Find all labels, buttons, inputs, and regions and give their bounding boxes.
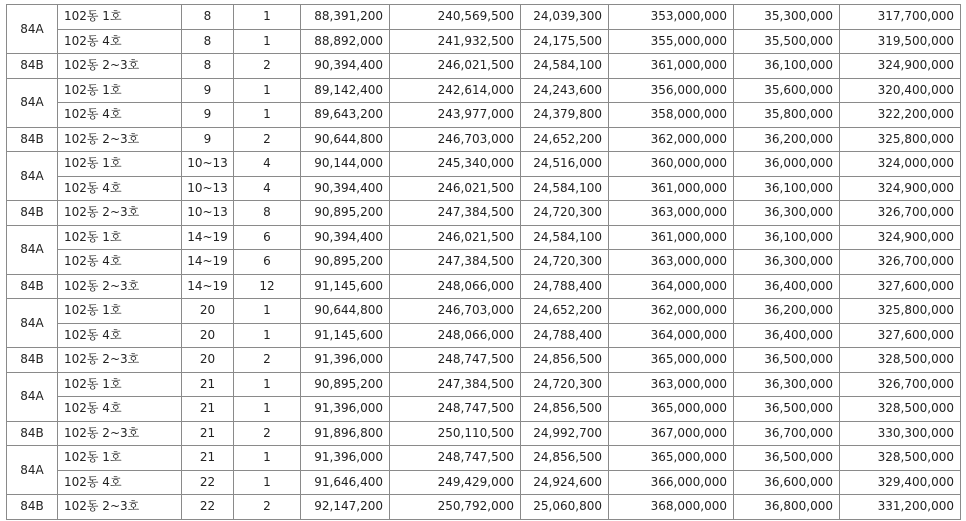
table-row xyxy=(7,29,961,54)
count-cell: 1 xyxy=(234,29,301,54)
building-price-cell: 247,384,500 xyxy=(390,372,521,397)
count-cell: 6 xyxy=(234,250,301,275)
total-price-cell: 362,000,000 xyxy=(609,299,734,324)
deposit-cell: 36,700,000 xyxy=(734,421,840,446)
type-cell: 84B xyxy=(7,348,58,373)
total-price-cell: 365,000,000 xyxy=(609,397,734,422)
land-price-cell: 91,396,000 xyxy=(301,446,390,471)
floor-cell: 8 xyxy=(182,29,234,54)
unit-cell: 102동 4호 xyxy=(58,323,182,348)
count-cell: 1 xyxy=(234,78,301,103)
table-row xyxy=(7,348,961,373)
total-price-cell: 361,000,000 xyxy=(609,54,734,79)
building-price-cell: 247,384,500 xyxy=(390,201,521,226)
vat-cell: 24,379,800 xyxy=(521,103,609,128)
building-price-cell: 248,066,000 xyxy=(390,323,521,348)
building-price-cell: 241,932,500 xyxy=(390,29,521,54)
unit-cell: 102동 2~3호 xyxy=(58,54,182,79)
table-row xyxy=(7,5,961,30)
floor-cell: 14~19 xyxy=(182,225,234,250)
type-cell: 84A xyxy=(7,446,58,495)
land-price-cell: 90,644,800 xyxy=(301,299,390,324)
table-row xyxy=(7,299,961,324)
floor-cell: 9 xyxy=(182,103,234,128)
balance-cell: 325,800,000 xyxy=(840,299,961,324)
unit-cell: 102동 2~3호 xyxy=(58,127,182,152)
total-price-cell: 363,000,000 xyxy=(609,250,734,275)
balance-cell: 328,500,000 xyxy=(840,348,961,373)
floor-cell: 22 xyxy=(182,495,234,520)
floor-cell: 9 xyxy=(182,127,234,152)
balance-cell: 324,900,000 xyxy=(840,54,961,79)
floor-cell: 9 xyxy=(182,78,234,103)
balance-cell: 327,600,000 xyxy=(840,323,961,348)
table-body xyxy=(7,5,961,520)
vat-cell: 24,924,600 xyxy=(521,470,609,495)
table-row xyxy=(7,421,961,446)
table-row xyxy=(7,446,961,471)
balance-cell: 326,700,000 xyxy=(840,201,961,226)
floor-cell: 14~19 xyxy=(182,250,234,275)
unit-cell: 102동 4호 xyxy=(58,470,182,495)
land-price-cell: 92,147,200 xyxy=(301,495,390,520)
balance-cell: 331,200,000 xyxy=(840,495,961,520)
type-cell: 84B xyxy=(7,54,58,79)
vat-cell: 24,720,300 xyxy=(521,250,609,275)
balance-cell: 324,900,000 xyxy=(840,176,961,201)
deposit-cell: 36,400,000 xyxy=(734,323,840,348)
type-cell: 84A xyxy=(7,78,58,127)
deposit-cell: 35,500,000 xyxy=(734,29,840,54)
table-row xyxy=(7,152,961,177)
type-cell: 84A xyxy=(7,152,58,201)
count-cell: 2 xyxy=(234,54,301,79)
balance-cell: 325,800,000 xyxy=(840,127,961,152)
total-price-cell: 365,000,000 xyxy=(609,348,734,373)
total-price-cell: 364,000,000 xyxy=(609,274,734,299)
vat-cell: 24,652,200 xyxy=(521,299,609,324)
deposit-cell: 36,300,000 xyxy=(734,201,840,226)
unit-cell: 102동 2~3호 xyxy=(58,421,182,446)
floor-cell: 20 xyxy=(182,299,234,324)
land-price-cell: 91,646,400 xyxy=(301,470,390,495)
deposit-cell: 36,500,000 xyxy=(734,348,840,373)
land-price-cell: 90,644,800 xyxy=(301,127,390,152)
table-row xyxy=(7,225,961,250)
land-price-cell: 89,142,400 xyxy=(301,78,390,103)
building-price-cell: 250,110,500 xyxy=(390,421,521,446)
building-price-cell: 248,747,500 xyxy=(390,348,521,373)
deposit-cell: 36,400,000 xyxy=(734,274,840,299)
floor-cell: 21 xyxy=(182,397,234,422)
table-row xyxy=(7,470,961,495)
unit-cell: 102동 2~3호 xyxy=(58,201,182,226)
unit-cell: 102동 1호 xyxy=(58,152,182,177)
deposit-cell: 35,300,000 xyxy=(734,5,840,30)
vat-cell: 24,652,200 xyxy=(521,127,609,152)
unit-cell: 102동 1호 xyxy=(58,372,182,397)
land-price-cell: 90,895,200 xyxy=(301,372,390,397)
floor-cell: 14~19 xyxy=(182,274,234,299)
balance-cell: 317,700,000 xyxy=(840,5,961,30)
table-row xyxy=(7,201,961,226)
land-price-cell: 91,396,000 xyxy=(301,397,390,422)
count-cell: 4 xyxy=(234,152,301,177)
building-price-cell: 245,340,000 xyxy=(390,152,521,177)
deposit-cell: 36,100,000 xyxy=(734,176,840,201)
count-cell: 1 xyxy=(234,5,301,30)
total-price-cell: 364,000,000 xyxy=(609,323,734,348)
building-price-cell: 246,021,500 xyxy=(390,54,521,79)
vat-cell: 24,856,500 xyxy=(521,348,609,373)
deposit-cell: 36,100,000 xyxy=(734,225,840,250)
building-price-cell: 242,614,000 xyxy=(390,78,521,103)
balance-cell: 324,000,000 xyxy=(840,152,961,177)
vat-cell: 24,039,300 xyxy=(521,5,609,30)
total-price-cell: 366,000,000 xyxy=(609,470,734,495)
unit-cell: 102동 4호 xyxy=(58,250,182,275)
unit-cell: 102동 1호 xyxy=(58,5,182,30)
total-price-cell: 360,000,000 xyxy=(609,152,734,177)
building-price-cell: 248,066,000 xyxy=(390,274,521,299)
floor-cell: 20 xyxy=(182,323,234,348)
table-row xyxy=(7,495,961,520)
type-cell: 84B xyxy=(7,201,58,226)
count-cell: 2 xyxy=(234,127,301,152)
deposit-cell: 36,200,000 xyxy=(734,127,840,152)
balance-cell: 329,400,000 xyxy=(840,470,961,495)
building-price-cell: 246,703,000 xyxy=(390,127,521,152)
vat-cell: 24,516,000 xyxy=(521,152,609,177)
building-price-cell: 249,429,000 xyxy=(390,470,521,495)
floor-cell: 20 xyxy=(182,348,234,373)
count-cell: 1 xyxy=(234,470,301,495)
floor-cell: 8 xyxy=(182,5,234,30)
land-price-cell: 89,643,200 xyxy=(301,103,390,128)
land-price-cell: 90,144,000 xyxy=(301,152,390,177)
total-price-cell: 367,000,000 xyxy=(609,421,734,446)
total-price-cell: 361,000,000 xyxy=(609,225,734,250)
type-cell: 84B xyxy=(7,127,58,152)
building-price-cell: 240,569,500 xyxy=(390,5,521,30)
vat-cell: 24,856,500 xyxy=(521,397,609,422)
deposit-cell: 36,100,000 xyxy=(734,54,840,79)
count-cell: 1 xyxy=(234,397,301,422)
unit-cell: 102동 1호 xyxy=(58,446,182,471)
building-price-cell: 250,792,000 xyxy=(390,495,521,520)
unit-cell: 102동 4호 xyxy=(58,29,182,54)
land-price-cell: 91,896,800 xyxy=(301,421,390,446)
floor-cell: 8 xyxy=(182,54,234,79)
table-row xyxy=(7,127,961,152)
total-price-cell: 363,000,000 xyxy=(609,201,734,226)
table-row xyxy=(7,250,961,275)
type-cell: 84A xyxy=(7,225,58,274)
building-price-cell: 246,021,500 xyxy=(390,176,521,201)
building-price-cell: 246,703,000 xyxy=(390,299,521,324)
count-cell: 2 xyxy=(234,495,301,520)
count-cell: 6 xyxy=(234,225,301,250)
total-price-cell: 362,000,000 xyxy=(609,127,734,152)
balance-cell: 324,900,000 xyxy=(840,225,961,250)
land-price-cell: 88,892,000 xyxy=(301,29,390,54)
type-cell: 84A xyxy=(7,372,58,421)
table-row xyxy=(7,103,961,128)
price-table xyxy=(6,4,961,520)
deposit-cell: 36,800,000 xyxy=(734,495,840,520)
count-cell: 12 xyxy=(234,274,301,299)
unit-cell: 102동 1호 xyxy=(58,78,182,103)
deposit-cell: 36,300,000 xyxy=(734,372,840,397)
land-price-cell: 91,145,600 xyxy=(301,274,390,299)
vat-cell: 25,060,800 xyxy=(521,495,609,520)
balance-cell: 326,700,000 xyxy=(840,372,961,397)
vat-cell: 24,788,400 xyxy=(521,274,609,299)
floor-cell: 10~13 xyxy=(182,201,234,226)
table-row xyxy=(7,323,961,348)
total-price-cell: 358,000,000 xyxy=(609,103,734,128)
deposit-cell: 36,200,000 xyxy=(734,299,840,324)
count-cell: 1 xyxy=(234,372,301,397)
balance-cell: 322,200,000 xyxy=(840,103,961,128)
total-price-cell: 368,000,000 xyxy=(609,495,734,520)
building-price-cell: 248,747,500 xyxy=(390,446,521,471)
deposit-cell: 36,500,000 xyxy=(734,446,840,471)
table-row xyxy=(7,372,961,397)
land-price-cell: 90,394,400 xyxy=(301,176,390,201)
land-price-cell: 88,391,200 xyxy=(301,5,390,30)
table-row xyxy=(7,78,961,103)
balance-cell: 327,600,000 xyxy=(840,274,961,299)
table-row xyxy=(7,176,961,201)
balance-cell: 328,500,000 xyxy=(840,397,961,422)
vat-cell: 24,584,100 xyxy=(521,54,609,79)
total-price-cell: 361,000,000 xyxy=(609,176,734,201)
count-cell: 1 xyxy=(234,103,301,128)
total-price-cell: 355,000,000 xyxy=(609,29,734,54)
vat-cell: 24,720,300 xyxy=(521,372,609,397)
unit-cell: 102동 4호 xyxy=(58,176,182,201)
unit-cell: 102동 4호 xyxy=(58,103,182,128)
unit-cell: 102동 2~3호 xyxy=(58,495,182,520)
count-cell: 2 xyxy=(234,348,301,373)
vat-cell: 24,243,600 xyxy=(521,78,609,103)
table-row xyxy=(7,274,961,299)
type-cell: 84B xyxy=(7,495,58,520)
land-price-cell: 90,394,400 xyxy=(301,225,390,250)
total-price-cell: 353,000,000 xyxy=(609,5,734,30)
count-cell: 1 xyxy=(234,446,301,471)
deposit-cell: 35,600,000 xyxy=(734,78,840,103)
land-price-cell: 90,394,400 xyxy=(301,54,390,79)
type-cell: 84B xyxy=(7,274,58,299)
building-price-cell: 247,384,500 xyxy=(390,250,521,275)
total-price-cell: 363,000,000 xyxy=(609,372,734,397)
land-price-cell: 90,895,200 xyxy=(301,201,390,226)
deposit-cell: 36,500,000 xyxy=(734,397,840,422)
building-price-cell: 243,977,000 xyxy=(390,103,521,128)
balance-cell: 320,400,000 xyxy=(840,78,961,103)
count-cell: 4 xyxy=(234,176,301,201)
count-cell: 8 xyxy=(234,201,301,226)
land-price-cell: 90,895,200 xyxy=(301,250,390,275)
count-cell: 2 xyxy=(234,421,301,446)
table-row xyxy=(7,397,961,422)
total-price-cell: 356,000,000 xyxy=(609,78,734,103)
deposit-cell: 36,600,000 xyxy=(734,470,840,495)
total-price-cell: 365,000,000 xyxy=(609,446,734,471)
vat-cell: 24,720,300 xyxy=(521,201,609,226)
balance-cell: 326,700,000 xyxy=(840,250,961,275)
table-row xyxy=(7,54,961,79)
floor-cell: 21 xyxy=(182,372,234,397)
deposit-cell: 36,300,000 xyxy=(734,250,840,275)
vat-cell: 24,584,100 xyxy=(521,176,609,201)
vat-cell: 24,788,400 xyxy=(521,323,609,348)
unit-cell: 102동 2~3호 xyxy=(58,348,182,373)
vat-cell: 24,584,100 xyxy=(521,225,609,250)
balance-cell: 328,500,000 xyxy=(840,446,961,471)
floor-cell: 22 xyxy=(182,470,234,495)
vat-cell: 24,175,500 xyxy=(521,29,609,54)
deposit-cell: 36,000,000 xyxy=(734,152,840,177)
type-cell: 84A xyxy=(7,5,58,54)
unit-cell: 102동 1호 xyxy=(58,225,182,250)
land-price-cell: 91,396,000 xyxy=(301,348,390,373)
vat-cell: 24,856,500 xyxy=(521,446,609,471)
floor-cell: 10~13 xyxy=(182,152,234,177)
type-cell: 84B xyxy=(7,421,58,446)
unit-cell: 102동 4호 xyxy=(58,397,182,422)
unit-cell: 102동 2~3호 xyxy=(58,274,182,299)
balance-cell: 330,300,000 xyxy=(840,421,961,446)
unit-cell: 102동 1호 xyxy=(58,299,182,324)
building-price-cell: 246,021,500 xyxy=(390,225,521,250)
floor-cell: 21 xyxy=(182,446,234,471)
count-cell: 1 xyxy=(234,299,301,324)
floor-cell: 10~13 xyxy=(182,176,234,201)
balance-cell: 319,500,000 xyxy=(840,29,961,54)
land-price-cell: 91,145,600 xyxy=(301,323,390,348)
type-cell: 84A xyxy=(7,299,58,348)
floor-cell: 21 xyxy=(182,421,234,446)
building-price-cell: 248,747,500 xyxy=(390,397,521,422)
vat-cell: 24,992,700 xyxy=(521,421,609,446)
deposit-cell: 35,800,000 xyxy=(734,103,840,128)
count-cell: 1 xyxy=(234,323,301,348)
